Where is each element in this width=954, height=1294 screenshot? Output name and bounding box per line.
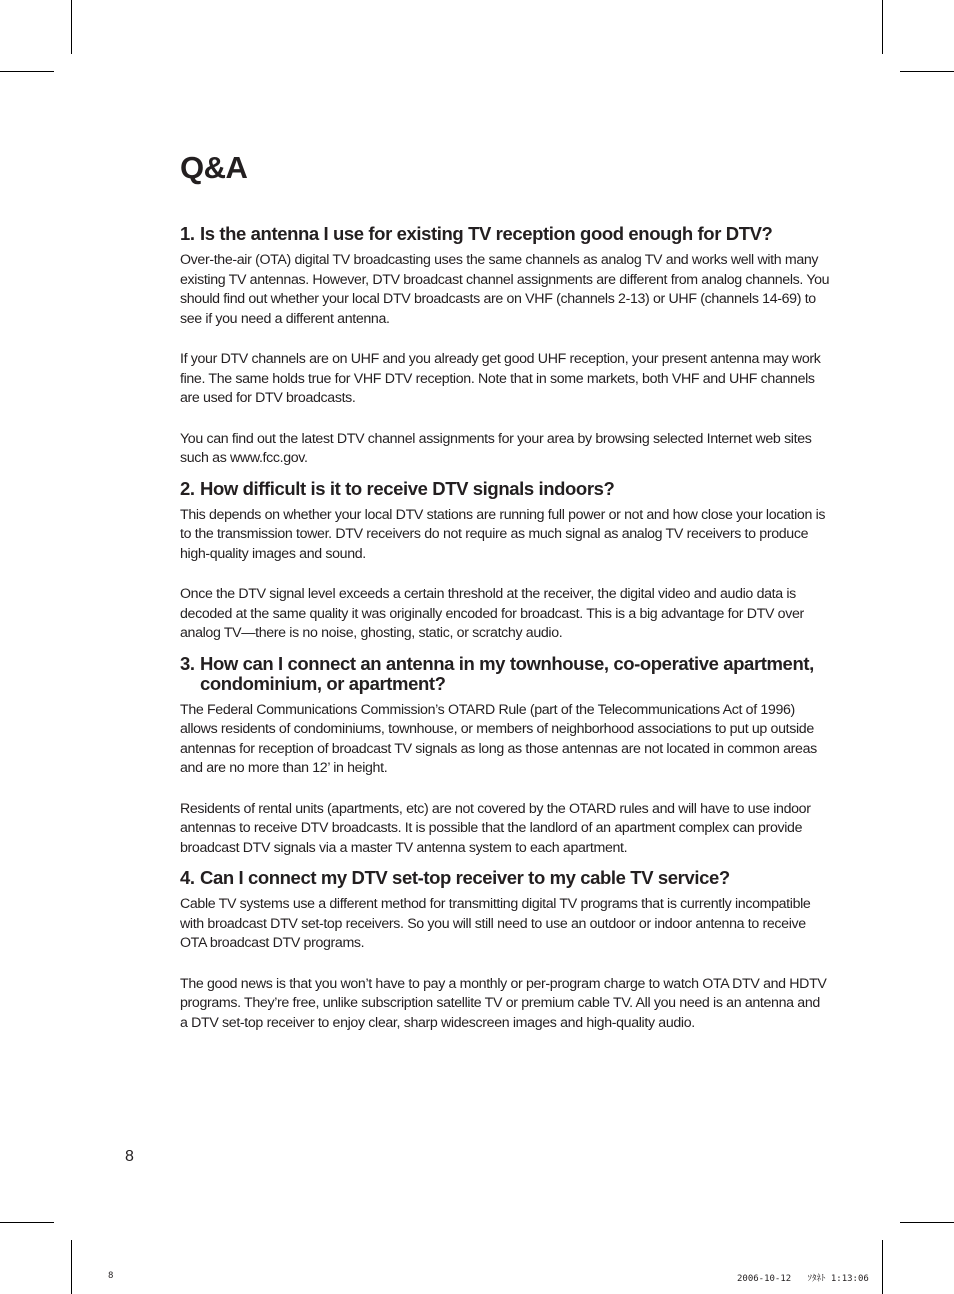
- answer-paragraph: You can find out the latest DTV channel assignments for your area by browsing selected Internet web sites such as www.fcc.gov.: [180, 430, 812, 466]
- question-number: 3.: [180, 652, 195, 674]
- question-heading: [180, 479, 830, 499]
- crop-mark-bottom-left-horizontal: [0, 1222, 54, 1223]
- question-heading: [180, 224, 830, 244]
- crop-mark-bottom-right-vertical: [882, 1240, 883, 1294]
- question-number: 4.: [180, 867, 195, 888]
- qa-section-4: [180, 868, 830, 1033]
- answer-paragraph: Once the DTV signal level exceeds a certain threshold at the receiver, the digital video and audio data is decoded at the same quality it was originally encoded for broadcast. This is a big advantage for DTV over analog TV—there is no noise, ghosting, static, or scratchy audio.: [180, 586, 804, 641]
- question-text: Is the antenna I use for existing TV reception good enough for DTV?: [200, 223, 773, 244]
- answer-paragraph: If your DTV channels are on UHF and you already get good UHF reception, your present antenna may work fine. The same holds true for VHF DTV reception. Note that in some markets, both VHF and UHF channels are used for DTV broadcasts.: [180, 351, 821, 406]
- page-number: 8: [125, 1148, 134, 1165]
- question-text: How can I connect an antenna in my townhouse, co-operative apartment, condominium, or apartment?: [200, 652, 814, 694]
- crop-mark-bottom-right-horizontal: [900, 1222, 954, 1223]
- answer-paragraph: The good news is that you won’t have to pay a monthly or per-program charge to watch OTA DTV and HDTV programs. They’re free, unlike subscription satellite TV or premium cable TV. All you need is an antenna and a DTV set-top receiver to enjoy clear, sharp widescreen images and high-quality audio.: [180, 975, 827, 1031]
- question-text: How difficult is it to receive DTV signals indoors?: [200, 477, 615, 499]
- crop-mark-top-right-horizontal: [900, 71, 954, 72]
- question-text: Can I connect my DTV set-top receiver to my cable TV service?: [200, 867, 730, 888]
- question-number: 1.: [180, 223, 195, 244]
- answer-paragraph: This depends on whether your local DTV stations are running full power or not and how close your location is to the transmission tower. DTV receivers do not require as much signal as analog TV receivers to produce high-quality images and sound.: [180, 506, 826, 562]
- answer-paragraph: Cable TV systems use a different method for transmitting digital TV programs that is currently incompatible with broadcast DTV set-top receivers. So you will still need to use an outdoor or indoor antenna to receive OTA broadcast DTV programs.: [180, 896, 811, 951]
- qa-section-3: [180, 654, 830, 859]
- qa-content: [180, 224, 830, 1033]
- question-heading: [180, 868, 830, 888]
- question-number: 2.: [180, 477, 195, 499]
- page-title: Q&A: [180, 150, 248, 185]
- print-slug-timestamp: 2006-10-12 ｿﾀﾈﾄ 1:13:06: [737, 1274, 869, 1284]
- answer-paragraph: The Federal Communications Commission’s OTARD Rule (part of the Telecommunications Act of 1996) allows residents of condominiums, townhouse, or members of neighborhood associations to put up outside antennas for reception of broadcast TV signals as long as those antennas are not located in common areas and are no more than 12’ in height.: [180, 701, 817, 776]
- qa-section-2: [180, 479, 830, 644]
- answer-paragraph: Residents of rental units (apartments, etc) are not covered by the OTARD rules and will have to use indoor antennas to receive DTV broadcasts. It is possible that the landlord of an apartment complex can provide broadcast DTV signals via a master TV antenna system to each apartment.: [180, 800, 811, 856]
- crop-mark-top-left-vertical: [71, 0, 72, 54]
- crop-mark-top-right-vertical: [882, 0, 883, 54]
- crop-mark-top-left-horizontal: [0, 71, 54, 72]
- qa-section-1: [180, 224, 830, 469]
- question-heading: [180, 654, 830, 694]
- print-slug-page: 8: [108, 1271, 114, 1281]
- crop-mark-bottom-left-vertical: [71, 1240, 72, 1294]
- answer-paragraph: Over-the-air (OTA) digital TV broadcasting uses the same channels as analog TV and works well with many existing TV antennas. However, DTV broadcast channel assignments are different from analog channels. You should find out whether your local DTV broadcasts are on VHF (channels 2-13) or UHF (channels 14-69) to see if you need a different antenna.: [180, 252, 830, 327]
